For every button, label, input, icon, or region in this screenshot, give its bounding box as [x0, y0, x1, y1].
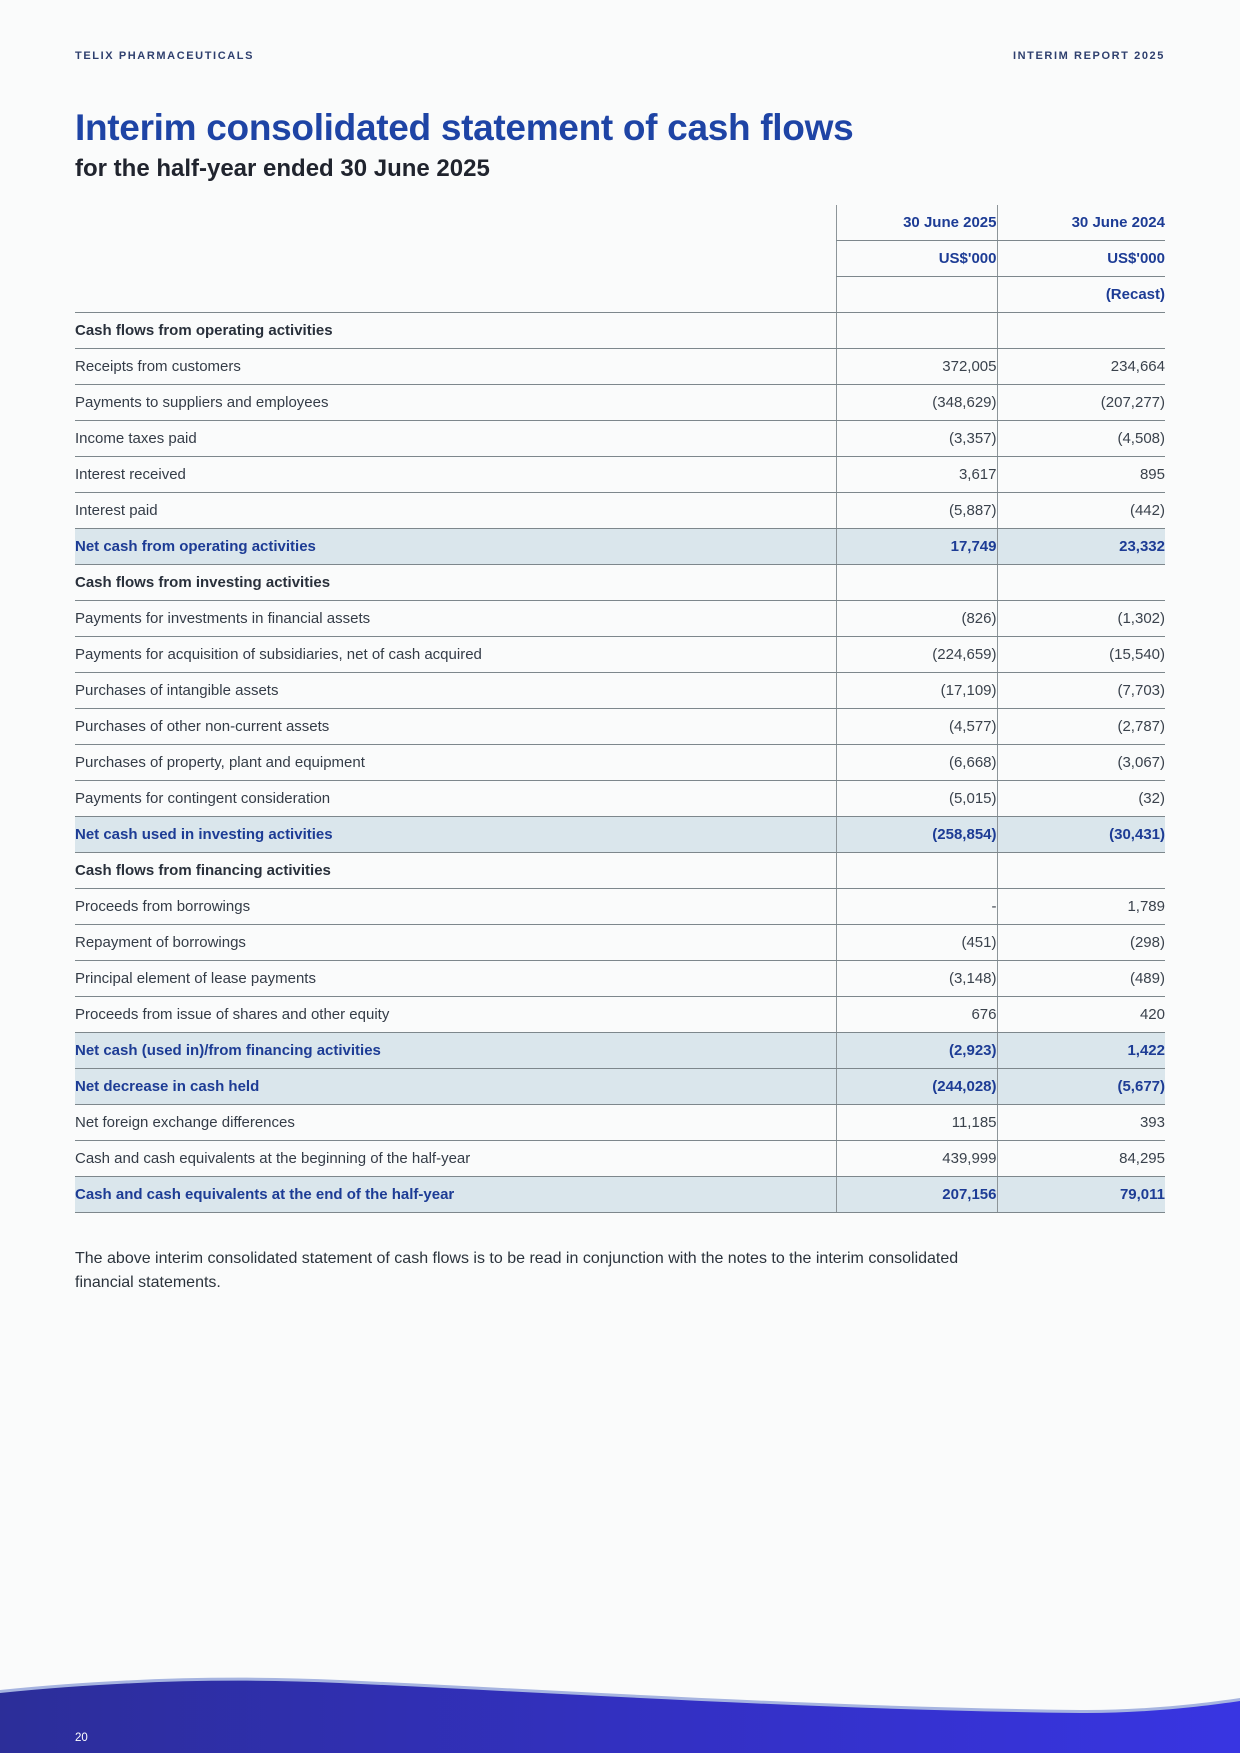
row-label: Payments for investments in financial assets — [75, 601, 836, 637]
row-label: Income taxes paid — [75, 421, 836, 457]
value-2025: 11,185 — [836, 1105, 997, 1141]
value-2024: (442) — [997, 493, 1165, 529]
row-label: Net cash used in investing activities — [75, 817, 836, 853]
value-2025: 439,999 — [836, 1141, 997, 1177]
table-row — [75, 925, 1165, 961]
total-row — [75, 529, 1165, 565]
table-row — [75, 961, 1165, 997]
value-2025: - — [836, 889, 997, 925]
footer-wave — [0, 1673, 1240, 1753]
value-2024: 79,011 — [997, 1177, 1165, 1213]
value-2025: (348,629) — [836, 385, 997, 421]
row-label: Net cash (used in)/from financing activities — [75, 1033, 836, 1069]
value-2024: 234,664 — [997, 349, 1165, 385]
value-2024 — [997, 565, 1165, 601]
report-edition-text: INTERIM REPORT 2025 — [1012, 50, 1165, 62]
row-label: Purchases of intangible assets — [75, 673, 836, 709]
units-2024: US$'000 — [997, 241, 1165, 277]
row-label: Payments to suppliers and employees — [75, 385, 836, 421]
value-2025: (3,357) — [836, 421, 997, 457]
value-2024 — [997, 853, 1165, 889]
section-row — [75, 565, 1165, 601]
brand-text: TELIX PHARMACEUTICALS — [75, 50, 255, 62]
row-label: Interest received — [75, 457, 836, 493]
row-label: Payments for acquisition of subsidiaries, net of cash acquired — [75, 637, 836, 673]
table-row — [75, 601, 1165, 637]
value-2024: (2,787) — [997, 709, 1165, 745]
value-2024: (30,431) — [997, 817, 1165, 853]
section-row — [75, 313, 1165, 349]
page-header — [75, 0, 1165, 62]
row-label: Net decrease in cash held — [75, 1069, 836, 1105]
cash-flow-statement-table — [75, 205, 1165, 1214]
row-label: Principal element of lease payments — [75, 961, 836, 997]
value-2024: (5,677) — [997, 1069, 1165, 1105]
section-row — [75, 853, 1165, 889]
row-label: Purchases of other non-current assets — [75, 709, 836, 745]
value-2024: 1,789 — [997, 889, 1165, 925]
value-2025: (6,668) — [836, 745, 997, 781]
total-row — [75, 817, 1165, 853]
value-2024: (32) — [997, 781, 1165, 817]
footnote: The above interim consolidated statement of cash flows is to be read in conjunction with the notes to the interim consolidated financial statements. — [75, 1250, 959, 1291]
row-label: Cash flows from investing activities — [75, 565, 836, 601]
value-2025: 207,156 — [836, 1177, 997, 1213]
table-row — [75, 889, 1165, 925]
total-row — [75, 1177, 1165, 1213]
table-row — [75, 673, 1165, 709]
value-2025 — [836, 853, 997, 889]
row-label: Receipts from customers — [75, 349, 836, 385]
value-2024: 393 — [997, 1105, 1165, 1141]
value-2025: (17,109) — [836, 673, 997, 709]
table-row — [75, 457, 1165, 493]
row-label: Proceeds from borrowings — [75, 889, 836, 925]
table-row — [75, 997, 1165, 1033]
value-2025: (258,854) — [836, 817, 997, 853]
value-2024: (489) — [997, 961, 1165, 997]
value-2024: (15,540) — [997, 637, 1165, 673]
row-label: Cash and cash equivalents at the end of the half-year — [75, 1177, 836, 1213]
value-2025: (5,887) — [836, 493, 997, 529]
value-2024: 420 — [997, 997, 1165, 1033]
table-row — [75, 709, 1165, 745]
table-row — [75, 1105, 1165, 1141]
value-2024 — [997, 313, 1165, 349]
value-2024: (207,277) — [997, 385, 1165, 421]
column-header-2024: 30 June 2024 — [997, 205, 1165, 241]
row-label: Cash and cash equivalents at the beginning of the half-year — [75, 1141, 836, 1177]
value-2024: 1,422 — [997, 1033, 1165, 1069]
total-row — [75, 1033, 1165, 1069]
value-2024: 895 — [997, 457, 1165, 493]
column-header-row — [75, 205, 1165, 241]
table-body — [75, 313, 1165, 1213]
value-2024: (298) — [997, 925, 1165, 961]
units-row — [75, 241, 1165, 277]
row-label: Cash flows from financing activities — [75, 853, 836, 889]
value-2025: (451) — [836, 925, 997, 961]
recast-2025 — [836, 277, 997, 313]
page-number: 20 — [75, 1732, 88, 1744]
header-spacer — [75, 277, 836, 313]
row-label: Purchases of property, plant and equipment — [75, 745, 836, 781]
table-row — [75, 781, 1165, 817]
value-2025: 3,617 — [836, 457, 997, 493]
recast-2024: (Recast) — [997, 277, 1165, 313]
value-2025: (2,923) — [836, 1033, 997, 1069]
row-label: Net foreign exchange differences — [75, 1105, 836, 1141]
value-2025: 676 — [836, 997, 997, 1033]
row-label: Interest paid — [75, 493, 836, 529]
value-2024: 84,295 — [997, 1141, 1165, 1177]
value-2025: (5,015) — [836, 781, 997, 817]
value-2025 — [836, 565, 997, 601]
table-row — [75, 1141, 1165, 1177]
column-header-2025: 30 June 2025 — [836, 205, 997, 241]
row-label: Proceeds from issue of shares and other equity — [75, 997, 836, 1033]
table-row — [75, 637, 1165, 673]
value-2025: 372,005 — [836, 349, 997, 385]
value-2025: (826) — [836, 601, 997, 637]
row-label: Net cash from operating activities — [75, 529, 836, 565]
row-label: Repayment of borrowings — [75, 925, 836, 961]
table-row — [75, 745, 1165, 781]
wave-graphic — [0, 1673, 1240, 1753]
page-title: Interim consolidated statement of cash flows — [75, 107, 854, 148]
value-2025: (244,028) — [836, 1069, 997, 1105]
value-2024: (1,302) — [997, 601, 1165, 637]
value-2024: (4,508) — [997, 421, 1165, 457]
table-row — [75, 493, 1165, 529]
table-row — [75, 349, 1165, 385]
table-header — [75, 205, 1165, 313]
row-label: Cash flows from operating activities — [75, 313, 836, 349]
value-2025: (224,659) — [836, 637, 997, 673]
total-row — [75, 1069, 1165, 1105]
table-row — [75, 421, 1165, 457]
table-row — [75, 385, 1165, 421]
header-spacer — [75, 241, 836, 277]
header-spacer — [75, 205, 836, 241]
value-2024: 23,332 — [997, 529, 1165, 565]
value-2025: (4,577) — [836, 709, 997, 745]
value-2024: (7,703) — [997, 673, 1165, 709]
value-2025 — [836, 313, 997, 349]
recast-row — [75, 277, 1165, 313]
value-2025: (3,148) — [836, 961, 997, 997]
value-2025: 17,749 — [836, 529, 997, 565]
units-2025: US$'000 — [836, 241, 997, 277]
value-2024: (3,067) — [997, 745, 1165, 781]
page-subtitle: for the half-year ended 30 June 2025 — [75, 154, 490, 182]
row-label: Payments for contingent consideration — [75, 781, 836, 817]
